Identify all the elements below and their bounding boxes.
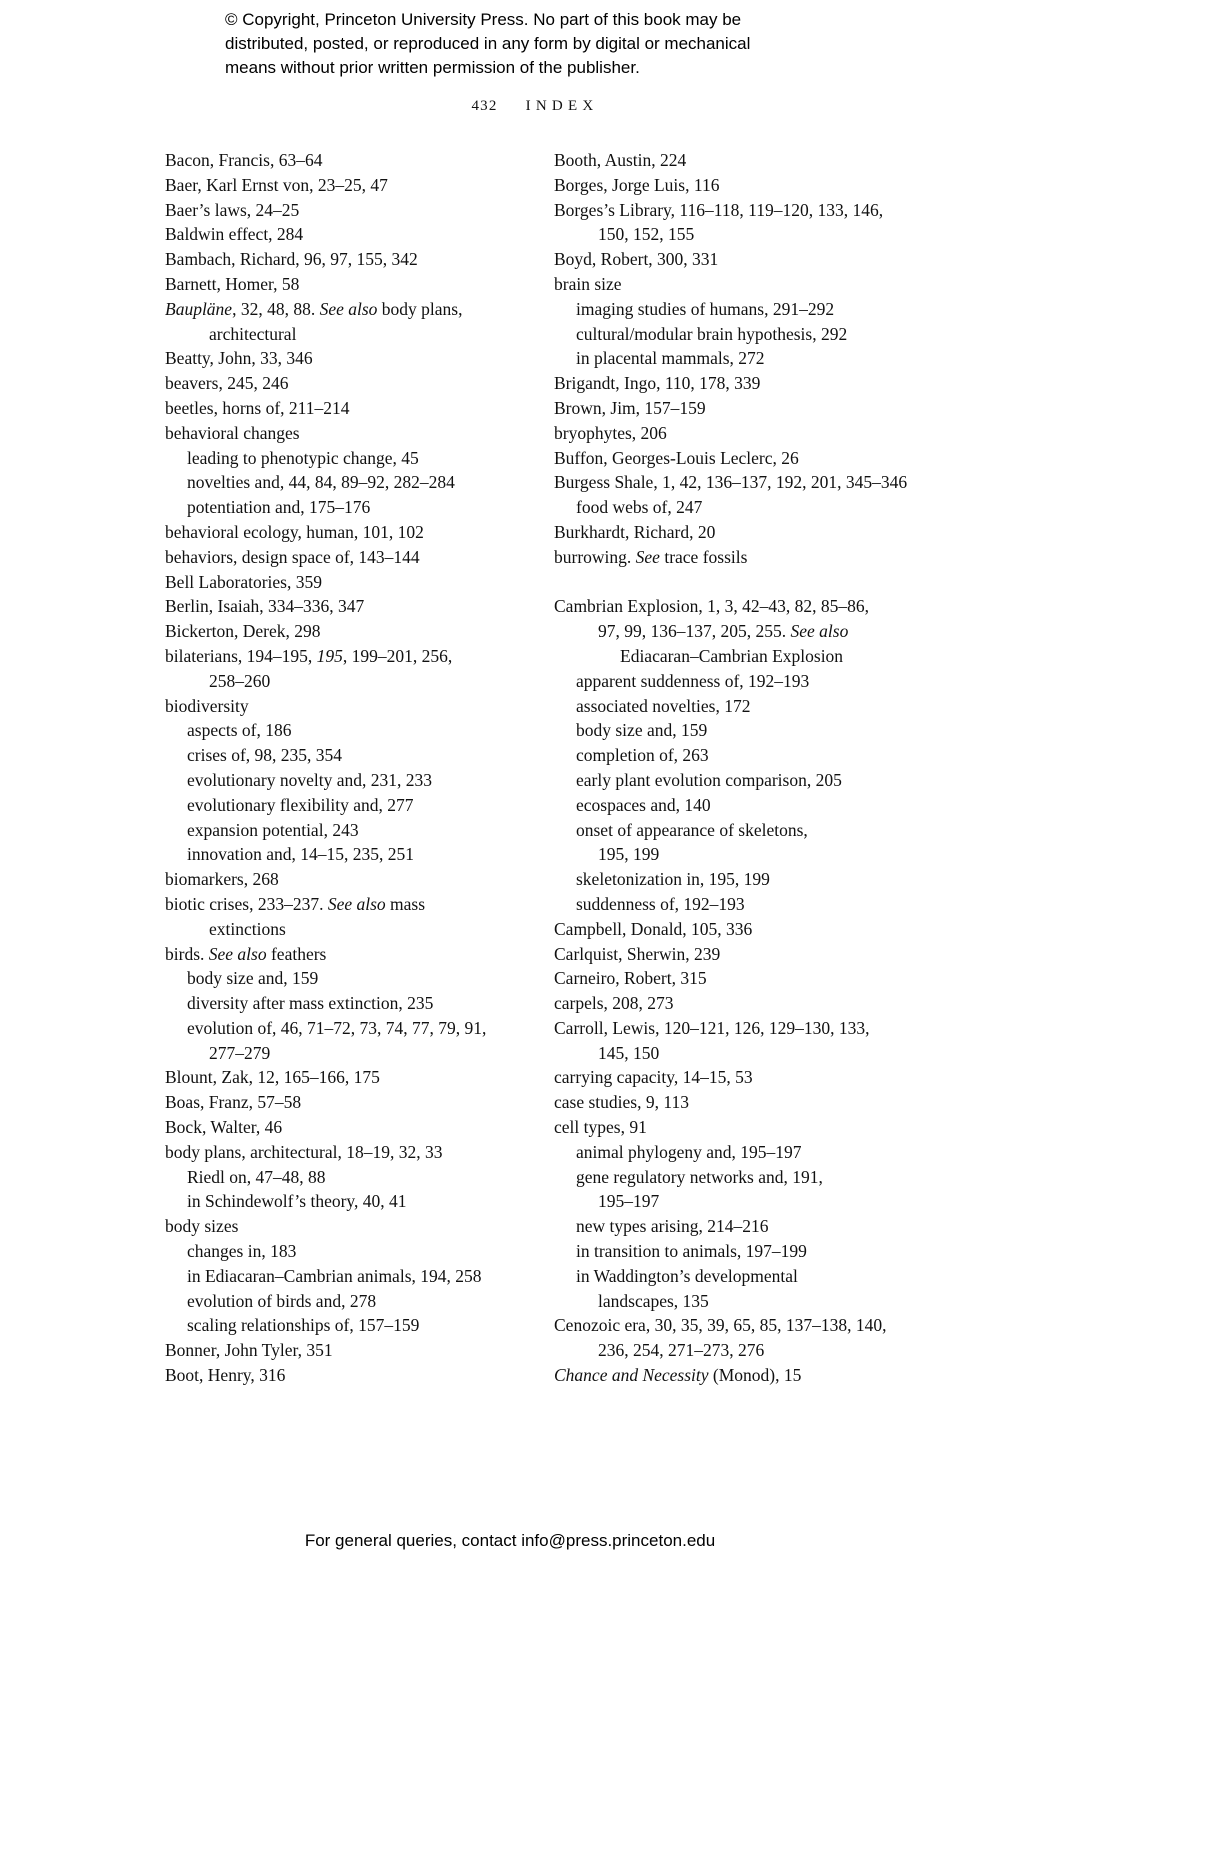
index-line-text: 150, 152, 155: [598, 224, 695, 245]
index-line-text: food webs of, 247: [576, 497, 703, 518]
index-line-text: aspects of, 186: [187, 720, 292, 741]
copyright-line: means without prior written permission of the publisher.: [225, 58, 640, 77]
index-line-text: feathers: [266, 943, 327, 964]
index-line: [165, 346, 536, 371]
index-line: [554, 322, 925, 347]
index-line-text: animal phylogeny and, 195–197: [576, 1141, 802, 1162]
index-line: [165, 173, 536, 198]
index-line: [554, 1090, 925, 1115]
index-line: [165, 1041, 536, 1066]
index-line-text: Berlin, Isaiah, 334–336, 347: [165, 596, 365, 617]
index-line-text: body plans, architectural, 18–19, 32, 33: [165, 1141, 443, 1162]
index-line-text: crises of, 98, 235, 354: [187, 745, 343, 766]
index-line-text: potentiation and, 175–176: [187, 497, 371, 518]
index-line: [554, 594, 925, 619]
index-line-text: trace fossils: [659, 546, 748, 567]
index-line-text: Blount, Zak, 12, 165–166, 175: [165, 1067, 380, 1088]
index-line: [554, 446, 925, 471]
index-line-text: Buffon, Georges-Louis Leclerc, 26: [554, 447, 799, 468]
index-line-text: Borges’s Library, 116–118, 119–120, 133, 146,: [554, 199, 884, 220]
index-line: [554, 148, 925, 173]
index-left-column: [165, 148, 536, 1388]
index-line: [554, 743, 925, 768]
index-line-text: carrying capacity, 14–15, 53: [554, 1067, 753, 1088]
index-line-text: body sizes: [165, 1216, 239, 1237]
index-line: [554, 694, 925, 719]
index-line: [165, 148, 536, 173]
index-line-text: Bell Laboratories, 359: [165, 571, 322, 592]
index-line: [554, 768, 925, 793]
index-line: [554, 917, 925, 942]
index-line-text: body size and, 159: [187, 968, 319, 989]
index-line-text: bilaterians, 194–195,: [165, 645, 317, 666]
index-line: [554, 495, 925, 520]
index-line: [165, 917, 536, 942]
index-line: [554, 222, 925, 247]
index-line: [554, 718, 925, 743]
index-line: [165, 570, 536, 595]
index-line: [165, 867, 536, 892]
index-line: [554, 619, 925, 644]
index-line: [554, 520, 925, 545]
index-line-text: body plans,: [377, 298, 463, 319]
index-line: [165, 322, 536, 347]
index-line-text: evolutionary flexibility and, 277: [187, 794, 414, 815]
index-line-italic-text: Chance and Necessity: [554, 1365, 709, 1386]
index-line: [165, 991, 536, 1016]
index-line-text: gene regulatory networks and, 191,: [576, 1166, 823, 1187]
index-line: [165, 247, 536, 272]
index-line: [165, 198, 536, 223]
index-line-text: in Ediacaran–Cambrian animals, 194, 258: [187, 1265, 482, 1286]
index-title: INDEX: [525, 98, 599, 114]
index-line-text: Bock, Walter, 46: [165, 1117, 283, 1138]
index-line-italic-text: See: [635, 546, 660, 567]
index-line: [554, 198, 925, 223]
index-line-text: in Schindewolf’s theory, 40, 41: [187, 1191, 407, 1212]
index-line-text: Cambrian Explosion, 1, 3, 42–43, 82, 85–86,: [554, 596, 869, 617]
index-line-text: biotic crises, 233–237.: [165, 893, 328, 914]
index-line: [554, 1338, 925, 1363]
index-line-italic-text: Baupläne: [165, 298, 233, 319]
index-line-text: expansion potential, 243: [187, 819, 359, 840]
index-line-text: Carneiro, Robert, 315: [554, 968, 707, 989]
index-line-text: 277–279: [209, 1042, 271, 1063]
index-line: [165, 793, 536, 818]
index-line: [165, 644, 536, 669]
index-line-text: 195–197: [598, 1191, 660, 1212]
index-line-text: suddenness of, 192–193: [576, 893, 745, 914]
index-line: [554, 173, 925, 198]
index-line-text: extinctions: [209, 918, 286, 939]
running-head: [165, 98, 905, 115]
index-line-text: Beatty, John, 33, 346: [165, 348, 313, 369]
index-line: [165, 1065, 536, 1090]
index-line-text: case studies, 9, 113: [554, 1092, 689, 1113]
index-line: [165, 619, 536, 644]
index-line-text: Carlquist, Sherwin, 239: [554, 943, 721, 964]
index-line: [554, 818, 925, 843]
index-line-text: in Waddington’s developmental: [576, 1265, 798, 1286]
index-line: [554, 421, 925, 446]
index-line: [165, 1090, 536, 1115]
index-line-text: Boyd, Robert, 300, 331: [554, 249, 719, 270]
index-line-text: behavioral ecology, human, 101, 102: [165, 521, 424, 542]
index-line: [554, 1140, 925, 1165]
index-line-text: , 199–201, 256,: [342, 645, 453, 666]
index-line-text: beavers, 245, 246: [165, 373, 289, 394]
index-line-text: brain size: [554, 273, 622, 294]
index-line: [554, 1239, 925, 1264]
index-line-text: Baer’s laws, 24–25: [165, 199, 300, 220]
index-line: [165, 1338, 536, 1363]
index-line-text: skeletonization in, 195, 199: [576, 869, 770, 890]
index-line-text: novelties and, 44, 84, 89–92, 282–284: [187, 472, 455, 493]
index-line-text: 145, 150: [598, 1042, 660, 1063]
index-line: [165, 768, 536, 793]
index-line-text: onset of appearance of skeletons,: [576, 819, 808, 840]
index-line-text: , 32, 48, 88.: [232, 298, 320, 319]
index-line: [165, 818, 536, 843]
index-line-italic-text: See also: [790, 621, 849, 642]
index-line: [165, 1264, 536, 1289]
index-line: [165, 594, 536, 619]
index-line-text: mass: [385, 893, 426, 914]
index-line-text: carpels, 208, 273: [554, 993, 674, 1014]
index-line: [165, 396, 536, 421]
index-line: [165, 495, 536, 520]
index-line-text: 258–260: [209, 670, 271, 691]
index-line: [165, 842, 536, 867]
index-line: [165, 1140, 536, 1165]
index-line: [554, 272, 925, 297]
index-line: [165, 446, 536, 471]
index-line-text: bryophytes, 206: [554, 422, 667, 443]
index-line: [165, 1289, 536, 1314]
index-line-text: 195, 199: [598, 844, 660, 865]
index-line-text: diversity after mass extinction, 235: [187, 993, 434, 1014]
index-line-text: biodiversity: [165, 695, 249, 716]
index-line: [554, 396, 925, 421]
copyright-line: distributed, posted, or reproduced in any form by digital or mechanical: [225, 34, 751, 53]
index-line: [554, 1363, 925, 1388]
index-line-text: Bickerton, Derek, 298: [165, 621, 321, 642]
index-line-italic-text: See also: [208, 943, 267, 964]
index-line: [554, 297, 925, 322]
index-line-text: Burkhardt, Richard, 20: [554, 521, 716, 542]
copyright-notice: [225, 8, 865, 80]
index-line: [554, 1313, 925, 1338]
index-line-text: Riedl on, 47–48, 88: [187, 1166, 326, 1187]
index-line-text: burrowing.: [554, 546, 636, 567]
index-line-text: changes in, 183: [187, 1241, 297, 1262]
index-line-text: Boot, Henry, 316: [165, 1365, 286, 1386]
index-line-text: architectural: [209, 323, 297, 344]
index-line-text: evolutionary novelty and, 231, 233: [187, 769, 432, 790]
index-line-text: Burgess Shale, 1, 42, 136–137, 192, 201, 345–346: [554, 472, 908, 493]
index-line: [165, 1363, 536, 1388]
index-line: [554, 991, 925, 1016]
index-line-text: cell types, 91: [554, 1117, 647, 1138]
index-line-text: in placental mammals, 272: [576, 348, 765, 369]
index-line: [165, 545, 536, 570]
index-line-text: leading to phenotypic change, 45: [187, 447, 419, 468]
index-line-text: Cenozoic era, 30, 35, 39, 65, 85, 137–138, 140,: [554, 1315, 887, 1336]
index-line: [554, 1115, 925, 1140]
index-line: [554, 669, 925, 694]
index-columns: [165, 148, 925, 1388]
index-line: [165, 1016, 536, 1041]
index-line: [165, 520, 536, 545]
index-line: [554, 1016, 925, 1041]
index-line-text: beetles, horns of, 211–214: [165, 397, 350, 418]
index-line: [554, 867, 925, 892]
index-line: [554, 1289, 925, 1314]
index-line: [165, 1313, 536, 1338]
blank-line: [554, 570, 925, 595]
index-line-text: Ediacaran–Cambrian Explosion: [620, 645, 844, 666]
index-line: [554, 793, 925, 818]
index-line-text: (Monod), 15: [708, 1365, 802, 1386]
index-line-text: 97, 99, 136–137, 205, 255.: [598, 621, 791, 642]
index-line: [165, 222, 536, 247]
index-line-text: scaling relationships of, 157–159: [187, 1315, 420, 1336]
index-line: [165, 1239, 536, 1264]
index-line-text: in transition to animals, 197–199: [576, 1241, 807, 1262]
index-line-text: imaging studies of humans, 291–292: [576, 298, 835, 319]
index-line: [554, 346, 925, 371]
index-line-text: Booth, Austin, 224: [554, 150, 687, 170]
index-line: [554, 1065, 925, 1090]
index-line-text: landscapes, 135: [598, 1290, 709, 1311]
index-line: [554, 1214, 925, 1239]
index-line-text: associated novelties, 172: [576, 695, 751, 716]
index-line-text: ecospaces and, 140: [576, 794, 711, 815]
index-line-italic-text: See also: [319, 298, 378, 319]
index-line-italic-text: 195: [316, 645, 343, 666]
index-line: [554, 892, 925, 917]
index-line: [554, 942, 925, 967]
index-line: [165, 669, 536, 694]
index-line-text: Bambach, Richard, 96, 97, 155, 342: [165, 249, 418, 270]
index-line: [165, 272, 536, 297]
index-line: [165, 694, 536, 719]
index-line: [165, 1115, 536, 1140]
index-line: [165, 421, 536, 446]
index-line-text: 236, 254, 271–273, 276: [598, 1340, 765, 1361]
index-line-text: Carroll, Lewis, 120–121, 126, 129–130, 133,: [554, 1017, 870, 1038]
index-line: [165, 371, 536, 396]
footer-contact: For general queries, contact info@press.princeton.edu: [304, 1531, 716, 1550]
index-line-text: innovation and, 14–15, 235, 251: [187, 844, 414, 865]
index-line: [165, 1165, 536, 1190]
index-line: [554, 470, 925, 495]
page-number: 432: [471, 98, 498, 114]
index-line: [554, 1189, 925, 1214]
index-line-text: Baldwin effect, 284: [165, 224, 304, 245]
index-line-text: new types arising, 214–216: [576, 1216, 769, 1237]
copyright-line: © Copyright, Princeton University Press. No part of this book may be: [225, 10, 742, 29]
index-line-text: body size and, 159: [576, 720, 708, 741]
index-line: [165, 942, 536, 967]
index-line: [554, 247, 925, 272]
index-line: [165, 892, 536, 917]
index-line: [165, 966, 536, 991]
index-line-text: Baer, Karl Ernst von, 23–25, 47: [165, 174, 388, 195]
index-line: [165, 718, 536, 743]
index-line-text: evolution of birds and, 278: [187, 1290, 377, 1311]
index-right-column: [554, 148, 925, 1388]
index-line-text: Brigandt, Ingo, 110, 178, 339: [554, 373, 761, 394]
index-line-text: birds.: [165, 943, 209, 964]
index-line: [554, 1041, 925, 1066]
index-line: [554, 371, 925, 396]
index-line-text: Boas, Franz, 57–58: [165, 1092, 302, 1113]
index-line: [165, 470, 536, 495]
index-line-text: behaviors, design space of, 143–144: [165, 546, 420, 567]
index-line-text: Campbell, Donald, 105, 336: [554, 918, 753, 939]
index-line: [554, 644, 925, 669]
index-line-text: evolution of, 46, 71–72, 73, 74, 77, 79, 91,: [187, 1017, 487, 1038]
index-line-text: Bonner, John Tyler, 351: [165, 1340, 333, 1361]
index-line: [554, 966, 925, 991]
index-line-text: Brown, Jim, 157–159: [554, 397, 706, 418]
index-line: [554, 842, 925, 867]
index-line: [165, 297, 536, 322]
index-line: [165, 1189, 536, 1214]
index-line: [554, 1264, 925, 1289]
index-line-italic-text: See also: [327, 893, 386, 914]
index-line: [554, 545, 925, 570]
index-line: [165, 743, 536, 768]
index-line-text: completion of, 263: [576, 745, 709, 766]
index-line: [554, 1165, 925, 1190]
index-line-text: early plant evolution comparison, 205: [576, 769, 842, 790]
index-line-text: Bacon, Francis, 63–64: [165, 150, 323, 170]
index-line: [165, 1214, 536, 1239]
index-line-text: biomarkers, 268: [165, 869, 279, 890]
index-line-text: behavioral changes: [165, 422, 300, 443]
index-line-text: apparent suddenness of, 192–193: [576, 670, 810, 691]
index-line-text: Borges, Jorge Luis, 116: [554, 174, 720, 195]
index-line-text: Barnett, Homer, 58: [165, 273, 300, 294]
index-line-text: cultural/modular brain hypothesis, 292: [576, 323, 848, 344]
